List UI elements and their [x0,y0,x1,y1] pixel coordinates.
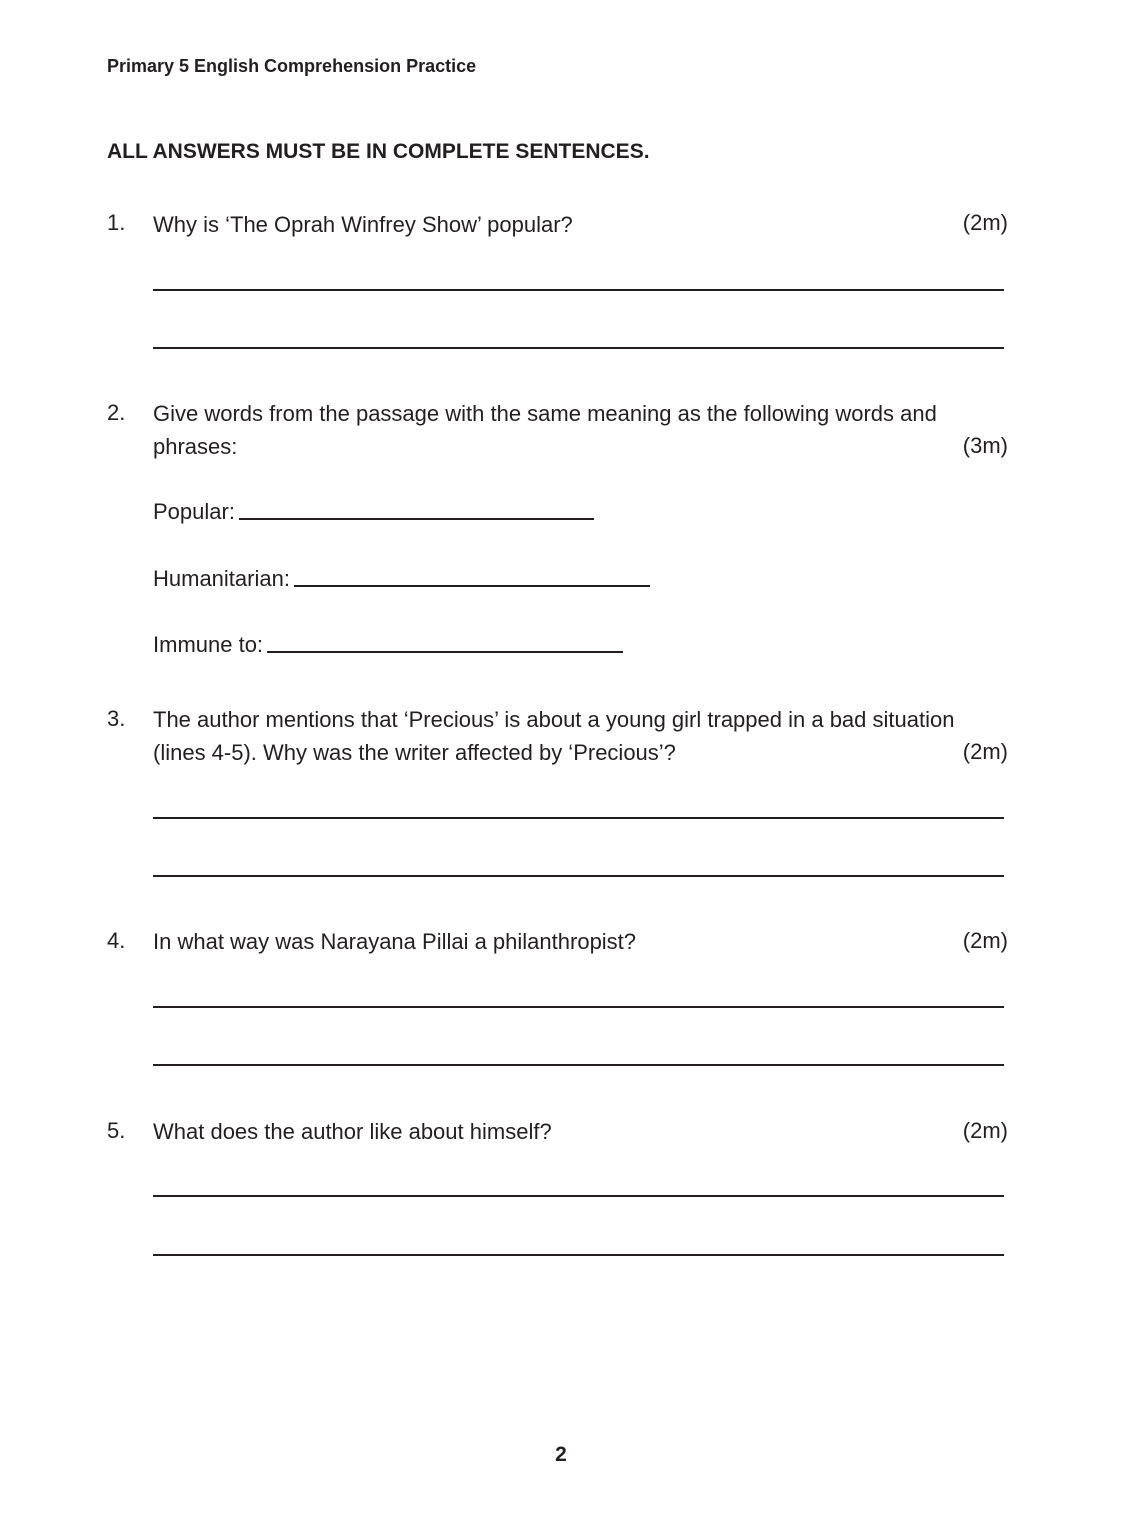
vocab-label: Humanitarian: [153,566,290,591]
answer-line[interactable] [153,875,1004,877]
question-text: In what way was Narayana Pillai a philanthropist? [153,929,637,954]
answer-line[interactable] [153,1195,1004,1197]
question-text: Why is ‘The Oprah Winfrey Show’ popular? [153,212,573,237]
answer-line[interactable] [153,817,1004,819]
question-number: 4. [107,928,126,953]
worksheet-header: Primary 5 English Comprehension Practice [107,56,477,76]
question-marks: (3m) [962,433,1008,458]
vocab-answer-line[interactable] [267,651,623,653]
vocab-item-immune-to [153,632,623,658]
question-number: 3. [107,706,126,731]
answer-line[interactable] [153,1006,1004,1008]
question-text: What does the author like about himself? [153,1119,552,1144]
question-marks: (2m) [962,928,1008,953]
vocab-answer-line[interactable] [294,585,650,587]
vocab-label: Immune to: [153,632,264,657]
instruction-text: ALL ANSWERS MUST BE IN COMPLETE SENTENCES. [107,140,650,163]
answer-line[interactable] [153,1064,1004,1066]
vocab-label: Popular: [153,499,235,524]
question-text: The author mentions that ‘Precious’ is about a young girl trapped in a bad situation [153,707,955,732]
question-marks: (2m) [962,739,1008,764]
question-marks: (2m) [962,210,1008,235]
question-text-continued: (lines 4-5). Why was the writer affected by ‘Precious’? [153,740,676,765]
question-text: Give words from the passage with the same meaning as the following words and [153,401,937,426]
answer-line[interactable] [153,289,1004,291]
page-number: 2 [555,1443,567,1466]
question-number: 1. [107,210,126,235]
question-number: 2. [107,400,126,425]
question-marks: (2m) [962,1118,1008,1143]
answer-line[interactable] [153,347,1004,349]
question-number: 5. [107,1118,126,1143]
vocab-item-popular [153,499,594,525]
vocab-answer-line[interactable] [239,518,594,520]
vocab-item-humanitarian [153,566,650,592]
question-text-continued: phrases: [153,434,238,459]
answer-line[interactable] [153,1254,1004,1256]
